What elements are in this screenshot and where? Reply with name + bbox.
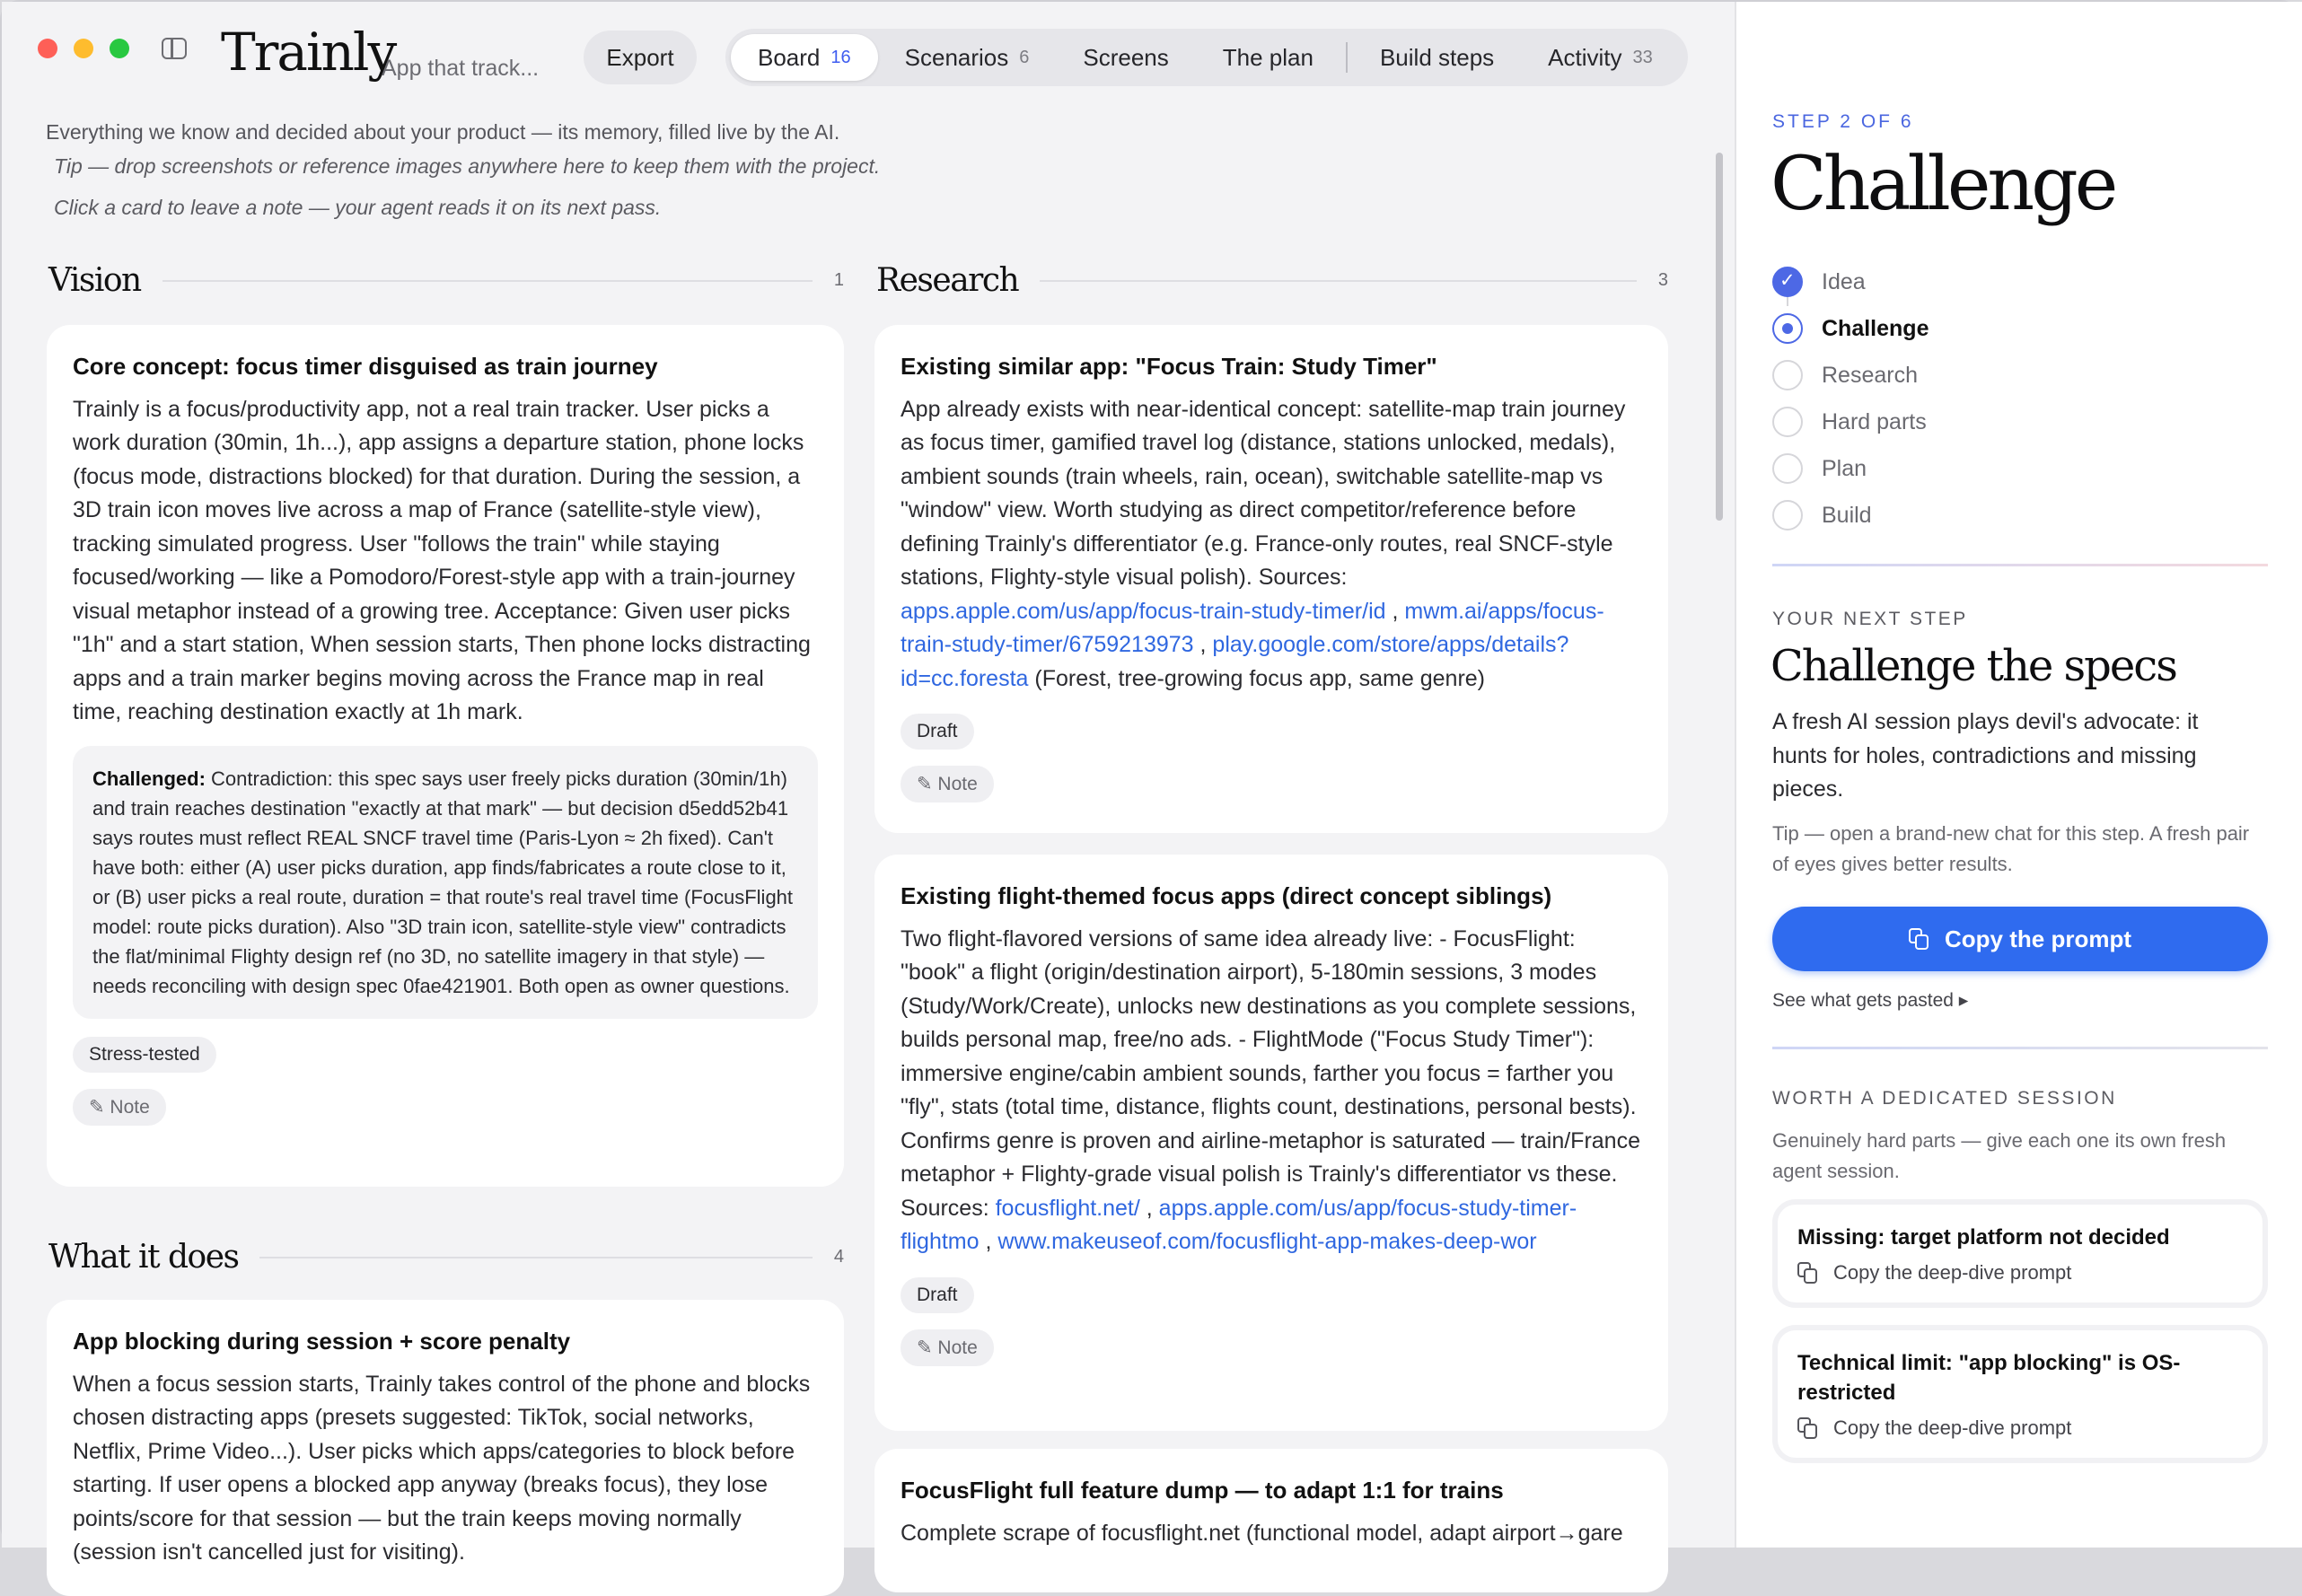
- source-link[interactable]: focusflight.net/: [995, 1195, 1140, 1221]
- tab-activity[interactable]: [1521, 34, 1680, 81]
- see-pasted-toggle[interactable]: See what gets pasted ▸: [1772, 990, 1969, 1011]
- copy-prompt-label: Copy the prompt: [1945, 925, 2131, 952]
- step-item-plan[interactable]: [1772, 445, 1929, 492]
- step-label: Challenge: [1822, 315, 1929, 341]
- circle-icon: [1772, 453, 1803, 484]
- card-body: App already exists with near-identical concept: satellite-map train journey as focus timer, gamified travel log (distance, stations unlocked, medals), ambient sounds (train wheels, rain, ocean), switchable satellite-map vs "window" view. Worth studying as direct competitor/reference before defining Trainly's differentiator (e.g. France-only routes, real SNCF-style stations, Flighty-style visual polish). Sources: apps.apple.com/us/app/focus-train-study-timer/id , mwm.ai/apps/focus-train-study-timer/6759213973 , play.google.com/store/apps/details?id=cc.foresta (Forest, tree-growing focus app, same genre): [901, 396, 1626, 691]
- tab-screens[interactable]: [1056, 34, 1195, 81]
- hard-part-title: Missing: target platform not decided: [1797, 1225, 2170, 1250]
- status-badge: Draft: [901, 1277, 974, 1313]
- circle-icon: [1772, 500, 1803, 531]
- tab-label: The plan: [1222, 43, 1314, 71]
- source-link[interactable]: mwm.ai/apps/focus-train-study-timer/6759213973: [901, 598, 1604, 658]
- copy-icon: [1797, 1262, 1817, 1284]
- board-area: [2, 2, 1735, 1565]
- panel-divider: [1772, 1047, 2268, 1049]
- card-title: Core concept: focus timer disguised as train journey: [73, 353, 658, 380]
- copy-deep-dive-button[interactable]: [1797, 1416, 2243, 1440]
- section-vision: [48, 262, 844, 299]
- check-icon: [1772, 267, 1803, 297]
- card-body: Trainly is a focus/productivity app, not a real train tracker. User picks a work duration (30min, 1h...), app assigns a departure station, phone locks (focus mode, distractions blocked) for that duration. During the session, a 3D train icon moves live across a map of France (satellite-style view), tracking simulated progress. User "follows the train" while staying focused/working — like a Pomodoro/Forest-style app with a train-journey visual metaphor instead of a growing tree. Acceptance: Given user picks "1h" and a start station, When session starts, Then phone locks distracting apps and a train marker begins moving across the France map in real time, reaching destination exactly at 1h mark.: [73, 396, 811, 725]
- card-body: Complete scrape of focusflight.net (functional model, adapt airport→gare: [901, 1520, 1623, 1546]
- status-badge: Draft: [901, 714, 974, 750]
- tab-label: Screens: [1083, 43, 1169, 71]
- tab-divider: [1346, 42, 1348, 73]
- board-intro: Everything we know and decided about your product — its memory, filled live by the AI.: [46, 120, 840, 144]
- next-step-title: Challenge the specs: [1770, 641, 2176, 691]
- copy-prompt-button[interactable]: [1772, 907, 2268, 971]
- tab-count: 6: [1019, 47, 1030, 67]
- guide-panel: [1735, 2, 2302, 1548]
- section-count: 4: [833, 1247, 844, 1267]
- zoom-window-button[interactable]: [110, 39, 129, 58]
- add-note-button[interactable]: ✎ Note: [73, 1089, 166, 1126]
- project-subtitle: App that track...: [382, 56, 540, 81]
- step-item-idea[interactable]: [1772, 259, 1929, 305]
- section-divider: [163, 280, 813, 282]
- tab-the-plan[interactable]: [1196, 34, 1340, 81]
- card-text-tail: (Forest, tree-growing focus app, same genre): [1028, 665, 1485, 691]
- board-tip-notes: Click a card to leave a note — your agent reads it on its next pass.: [54, 196, 662, 219]
- section-divider: [1040, 280, 1637, 282]
- panel-divider: [1772, 564, 2268, 566]
- tab-board[interactable]: [731, 34, 878, 81]
- step-progress-label: STEP 2 OF 6: [1772, 111, 1914, 132]
- sidebar-toggle-icon[interactable]: [162, 38, 187, 59]
- tab-label: Activity: [1548, 43, 1622, 71]
- worth-session-description: Genuinely hard parts — give each one its own fresh agent session.: [1772, 1129, 2227, 1182]
- tab-label: Build steps: [1379, 43, 1495, 71]
- section-divider: [259, 1257, 812, 1258]
- board-tip-screenshots: Tip — drop screenshots or reference images anywhere here to keep them with the project.: [54, 154, 881, 178]
- source-link[interactable]: play.google.com/store/apps/details?id=cc.foresta: [901, 632, 1569, 691]
- copy-deep-dive-label: Copy the deep-dive prompt: [1833, 1261, 2072, 1284]
- section-count: 1: [833, 270, 844, 290]
- tab-count: 33: [1632, 47, 1653, 67]
- source-link[interactable]: apps.apple.com/us/app/focus-train-study-timer/id: [901, 598, 1386, 624]
- card-flight-apps[interactable]: [874, 855, 1668, 1431]
- step-item-challenge[interactable]: [1772, 305, 1929, 352]
- hard-part-card[interactable]: [1772, 1199, 2268, 1308]
- panel-title: Challenge: [1770, 142, 2115, 227]
- add-note-button[interactable]: ✎ Note: [901, 766, 994, 802]
- step-label: Research: [1822, 362, 1918, 388]
- step-label: Build: [1822, 502, 1872, 528]
- view-tabs: [725, 29, 1688, 86]
- circle-icon: [1772, 360, 1803, 390]
- card-body: When a focus session starts, Trainly takes control of the phone and blocks chosen distracting apps (presets suggested: TikTok, social networks, Netflix, Prime Video...). User picks which apps/categories to block before starting. If user opens a blocked app anyway (breaks focus), they lose points/score for that session — but the train keeps moving normally (session isn't cancelled just for visiting).: [73, 1371, 811, 1565]
- step-label: Hard parts: [1822, 408, 1927, 434]
- circle-icon: [1772, 407, 1803, 437]
- step-label: Plan: [1822, 455, 1867, 481]
- toolbar: [2, 2, 1735, 114]
- next-step-description: A fresh AI session plays devil's advocate: it hunts for holes, contradictions and missing pieces.: [1772, 709, 2199, 802]
- card-body: Two flight-flavored versions of same idea already live: - FocusFlight: "book" a flight (origin/destination airport), 5-180min sessions, 3 modes (Study/Work/Create), unlocks new destinations as you complete sessions, builds personal map, free/no ads. - FlightMode ("Focus Study Timer"): immersive engine/cabin ambient sounds, farther you focus = farther you "fly", stats (total time, distance, flights count, destinations, personal bests). Confirms genre is proven and airline-metaphor is saturated — train/France metaphor + Flighty-grade visual polish is Trainly's differentiator vs these. Sources: focusflight.net/ , apps.apple.com/us/app/focus-study-timer-flightmo , www.makeuseof.com/focusflight-app-makes-deep-wor: [901, 925, 1640, 1255]
- card-title: Existing flight-themed focus apps (direct concept siblings): [901, 882, 1552, 909]
- close-window-button[interactable]: [38, 39, 57, 58]
- status-badge: Stress-tested: [73, 1037, 216, 1073]
- challenge-label: Challenged:: [92, 767, 206, 790]
- tab-label: Board: [758, 43, 821, 71]
- minimize-window-button[interactable]: [74, 39, 93, 58]
- worth-session-label: WORTH A DEDICATED SESSION: [1772, 1088, 2117, 1109]
- section-title: What it does: [48, 1239, 239, 1276]
- copy-deep-dive-label: Copy the deep-dive prompt: [1833, 1416, 2072, 1439]
- tab-count: 16: [830, 47, 851, 67]
- tab-scenarios[interactable]: [878, 34, 1057, 81]
- section-count: 3: [1657, 270, 1668, 290]
- hard-part-card[interactable]: [1772, 1325, 2268, 1463]
- card-title: Existing similar app: "Focus Train: Study Timer": [901, 353, 1437, 380]
- next-step-label: YOUR NEXT STEP: [1772, 609, 1968, 629]
- scrollbar-thumb[interactable]: [1716, 153, 1723, 521]
- card-core-concept[interactable]: [47, 325, 844, 1187]
- radio-active-icon: [1772, 313, 1803, 344]
- app-brand: Trainly: [221, 22, 396, 83]
- section-what-it-does: [48, 1239, 844, 1276]
- step-item-research[interactable]: [1772, 352, 1929, 399]
- card-app-blocking[interactable]: [47, 1300, 844, 1596]
- source-link[interactable]: www.makeuseof.com/focusflight-app-makes-deep-wor: [997, 1229, 1537, 1255]
- copy-deep-dive-button[interactable]: [1797, 1261, 2243, 1285]
- step-item-hard-parts[interactable]: [1772, 399, 1929, 445]
- section-title: Vision: [48, 262, 141, 299]
- card-similar-app[interactable]: [874, 325, 1668, 833]
- card-text: App already exists with near-identical concept: satellite-map train journey as focus timer, gamified travel log (distance, stations unlocked, medals), ambient sounds (train wheels, rain, ocean), switchable satellite-map vs "window" view. Worth studying as direct competitor/reference before defining Trainly's differentiator (e.g. France-only routes, real SNCF-style stations, Flighty-style visual polish). Sources:: [901, 396, 1626, 591]
- card-feature-dump[interactable]: [874, 1449, 1668, 1592]
- tab-label: Scenarios: [904, 43, 1009, 71]
- copy-icon: [1909, 928, 1929, 950]
- card-title: App blocking during session + score penalty: [73, 1328, 571, 1355]
- section-research: [876, 262, 1668, 299]
- next-step-tip: Tip — open a brand-new chat for this step. A fresh pair of eyes gives better results.: [1772, 822, 2250, 875]
- section-title: Research: [876, 262, 1019, 299]
- export-button[interactable]: Export: [584, 31, 697, 84]
- card-text: Two flight-flavored versions of same idea already live: - FocusFlight: "book" a flight (origin/destination airport), 5-180min sessions, 3 modes (Study/Work/Create), unlocks new destinations as you complete sessions, builds personal map, free/no ads. - FlightMode ("Focus Study Timer"): immersive engine/cabin ambient sounds, farther you focus = farther you "fly", stats (total time, distance, flights count, destinations, personal bests). Confirms genre is proven and airline-metaphor is saturated — train/France metaphor + Flighty-grade visual polish is Trainly's differentiator vs these. Sources:: [901, 925, 1640, 1221]
- step-list: [1772, 259, 1929, 539]
- tab-build-steps[interactable]: [1353, 34, 1521, 81]
- source-link[interactable]: apps.apple.com/us/app/focus-study-timer-flightmo: [901, 1195, 1577, 1255]
- challenge-text: Contradiction: this spec says user freely picks duration (30min/1h) and train reaches destination "exactly at that mark" — but decision d5edd52b41 says routes must reflect REAL SNCF travel time (Paris-Lyon ≈ 2h fixed). Can't have both: either (A) user picks duration, app finds/fabricates a route close to it, or (B) user picks a real route, duration = that route's real travel time (FocusFlight model: route picks duration). Also "3D train icon, satellite-style view" contradicts the flat/minimal Flighty design ref (no 3D, no satellite imagery in that style) — needs reconciling with design spec 0fae421901. Both open as owner questions.: [92, 767, 794, 997]
- step-item-build[interactable]: [1772, 492, 1929, 539]
- card-title: FocusFlight full feature dump — to adapt 1:1 for trains: [901, 1477, 1504, 1504]
- add-note-button[interactable]: ✎ Note: [901, 1329, 994, 1366]
- hard-part-title: Technical limit: "app blocking" is OS-restricted: [1797, 1351, 2181, 1405]
- copy-icon: [1797, 1417, 1817, 1439]
- challenge-note: [73, 746, 818, 1019]
- step-label: Idea: [1822, 268, 1866, 294]
